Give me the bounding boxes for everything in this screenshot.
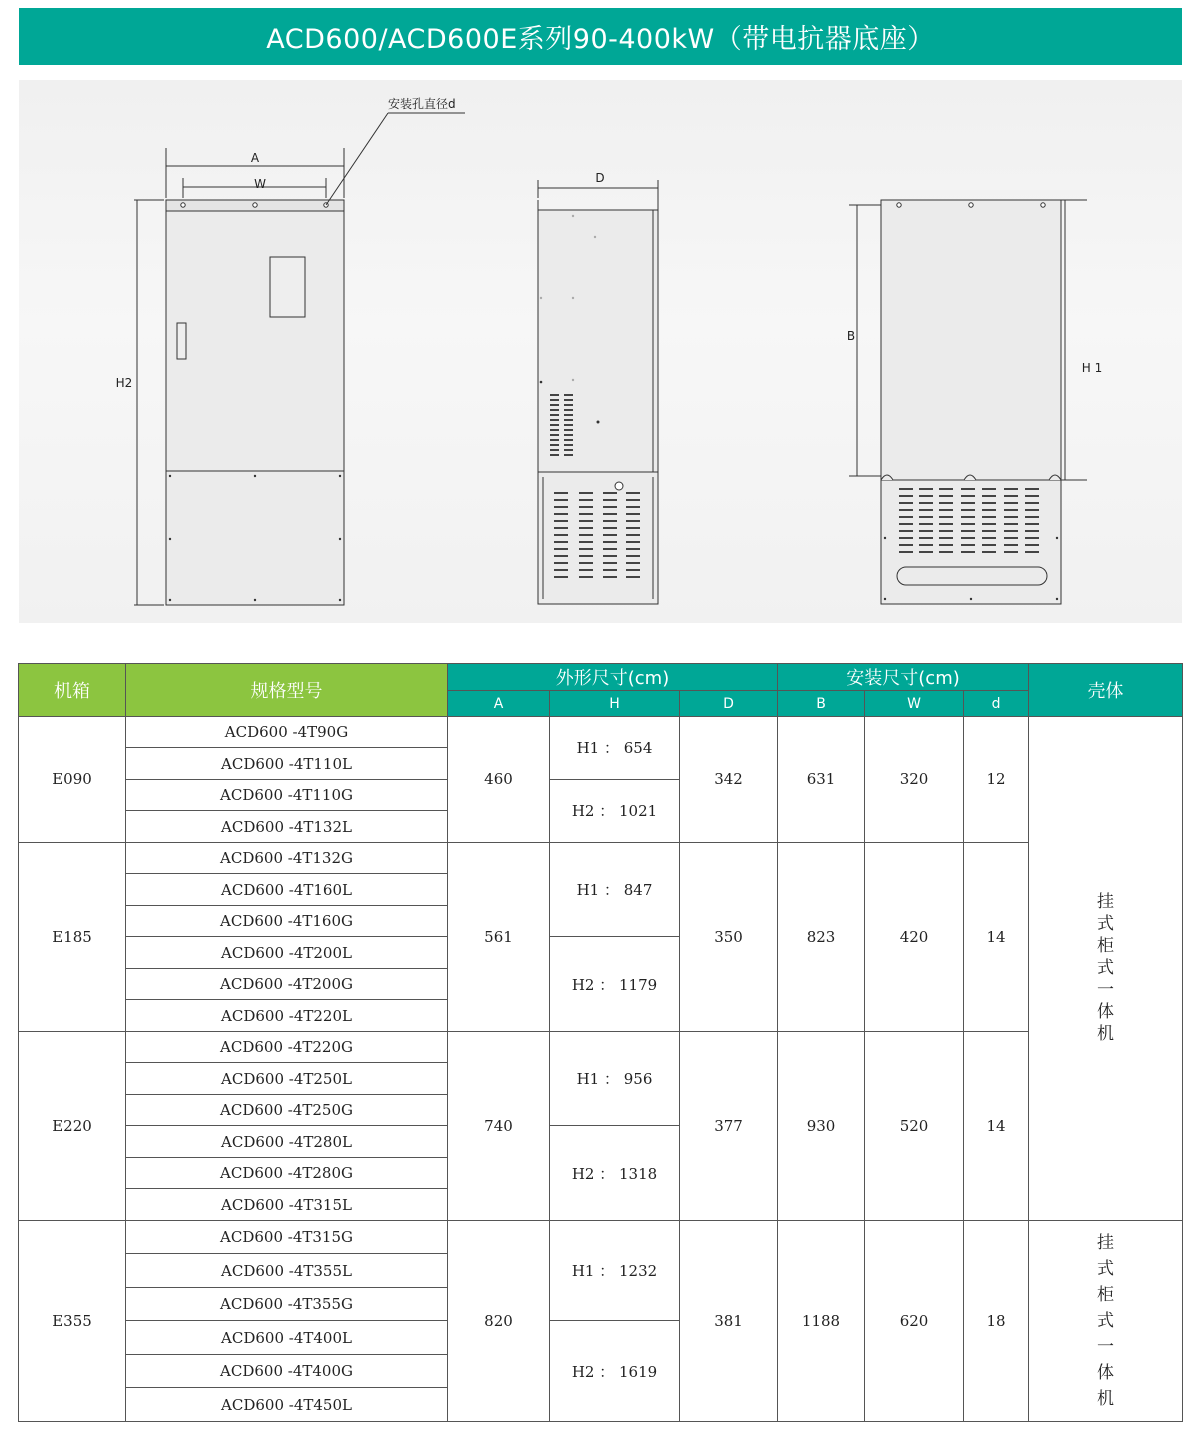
w-cell: 320: [865, 717, 964, 843]
model-cell: ACD600 -4T220L: [126, 1000, 448, 1031]
h2-cell: H2 ： 1021: [550, 779, 680, 842]
header-a: A: [448, 691, 550, 717]
dim-d-label: D: [595, 171, 605, 185]
front-view: [134, 113, 465, 605]
model-cell: ACD600 -4T280L: [126, 1126, 448, 1157]
dim-a-label: A: [250, 151, 260, 165]
header-d-hole: d: [964, 691, 1029, 717]
side-view: [538, 180, 658, 604]
header-w: W: [865, 691, 964, 717]
table-row: [19, 842, 1183, 873]
dim-h2-label: H2: [115, 376, 133, 390]
model-cell: ACD600 -4T90G: [126, 717, 448, 748]
h2-cell: H2 ： 1619: [550, 1321, 680, 1422]
model-cell: ACD600 -4T450L: [126, 1388, 448, 1422]
w-cell: 420: [865, 842, 964, 1031]
housing-cell-top: 挂 式 柜 式 一 体 机: [1029, 717, 1183, 1221]
w-cell: 620: [865, 1220, 964, 1421]
b-cell: 631: [778, 717, 865, 843]
model-cell: ACD600 -4T110G: [126, 779, 448, 810]
a-cell: 460: [448, 717, 550, 843]
d-cell: 381: [680, 1220, 778, 1421]
model-cell: ACD600 -4T200L: [126, 937, 448, 968]
dim-h1-label: H 1: [1081, 361, 1103, 375]
table-row: [19, 717, 1183, 748]
d-cell: 377: [680, 1031, 778, 1220]
model-cell: ACD600 -4T160L: [126, 874, 448, 905]
header-case: 机箱: [19, 664, 126, 717]
model-cell: ACD600 -4T400G: [126, 1354, 448, 1388]
model-cell: ACD600 -4T160G: [126, 905, 448, 936]
b-cell: 930: [778, 1031, 865, 1220]
b-cell: 823: [778, 842, 865, 1031]
header-b: B: [778, 691, 865, 717]
header-d: D: [680, 691, 778, 717]
b-cell: 1188: [778, 1220, 865, 1421]
cabinet-drawings: [19, 80, 1182, 623]
model-cell: ACD600 -4T280G: [126, 1157, 448, 1188]
a-cell: 740: [448, 1031, 550, 1220]
model-cell: ACD600 -4T400L: [126, 1321, 448, 1355]
header-outline: 外形尺寸(cm): [448, 664, 778, 691]
dim-b-label: B: [846, 329, 856, 343]
table-row: [19, 1031, 1183, 1062]
model-cell: ACD600 -4T355G: [126, 1287, 448, 1321]
d-cell: 350: [680, 842, 778, 1031]
case-cell: E185: [19, 842, 126, 1031]
dim-w-label: W: [254, 177, 266, 191]
model-cell: ACD600 -4T110L: [126, 748, 448, 779]
d-hole-cell: 12: [964, 717, 1029, 843]
header-model: 规格型号: [126, 664, 448, 717]
header-install: 安装尺寸(cm): [778, 664, 1029, 691]
model-cell: ACD600 -4T315L: [126, 1189, 448, 1220]
h1-cell: H1 ： 1232: [550, 1220, 680, 1321]
model-cell: ACD600 -4T355L: [126, 1254, 448, 1288]
model-cell: ACD600 -4T200G: [126, 968, 448, 999]
table-row: [19, 1220, 1183, 1254]
mount-hole-label: 安装孔直径d: [388, 97, 456, 111]
h1-cell: H1 ： 956: [550, 1031, 680, 1125]
model-cell: ACD600 -4T250L: [126, 1063, 448, 1094]
page-title: ACD600/ACD600E系列90-400kW（带电抗器底座）: [19, 8, 1182, 65]
h2-cell: H2 ： 1179: [550, 937, 680, 1031]
housing-cell-bottom: 挂 式 柜 式 一 体 机: [1029, 1220, 1183, 1421]
model-cell: ACD600 -4T132L: [126, 811, 448, 842]
h1-cell: H1 ： 654: [550, 717, 680, 780]
model-cell: ACD600 -4T250G: [126, 1094, 448, 1125]
case-cell: E220: [19, 1031, 126, 1220]
d-cell: 342: [680, 717, 778, 843]
a-cell: 820: [448, 1220, 550, 1421]
d-hole-cell: 14: [964, 1031, 1029, 1220]
model-cell: ACD600 -4T315G: [126, 1220, 448, 1254]
header-h: H: [550, 691, 680, 717]
d-hole-cell: 18: [964, 1220, 1029, 1421]
case-cell: E355: [19, 1220, 126, 1421]
h1-cell: H1 ： 847: [550, 842, 680, 936]
a-cell: 561: [448, 842, 550, 1031]
spec-table: [18, 663, 1183, 1422]
back-view: [846, 200, 1087, 604]
model-cell: ACD600 -4T132G: [126, 842, 448, 873]
model-cell: ACD600 -4T220G: [126, 1031, 448, 1062]
case-cell: E090: [19, 717, 126, 843]
d-hole-cell: 14: [964, 842, 1029, 1031]
dimension-drawing: [19, 80, 1182, 623]
w-cell: 520: [865, 1031, 964, 1220]
h2-cell: H2 ： 1318: [550, 1126, 680, 1220]
header-housing: 壳体: [1029, 664, 1183, 717]
